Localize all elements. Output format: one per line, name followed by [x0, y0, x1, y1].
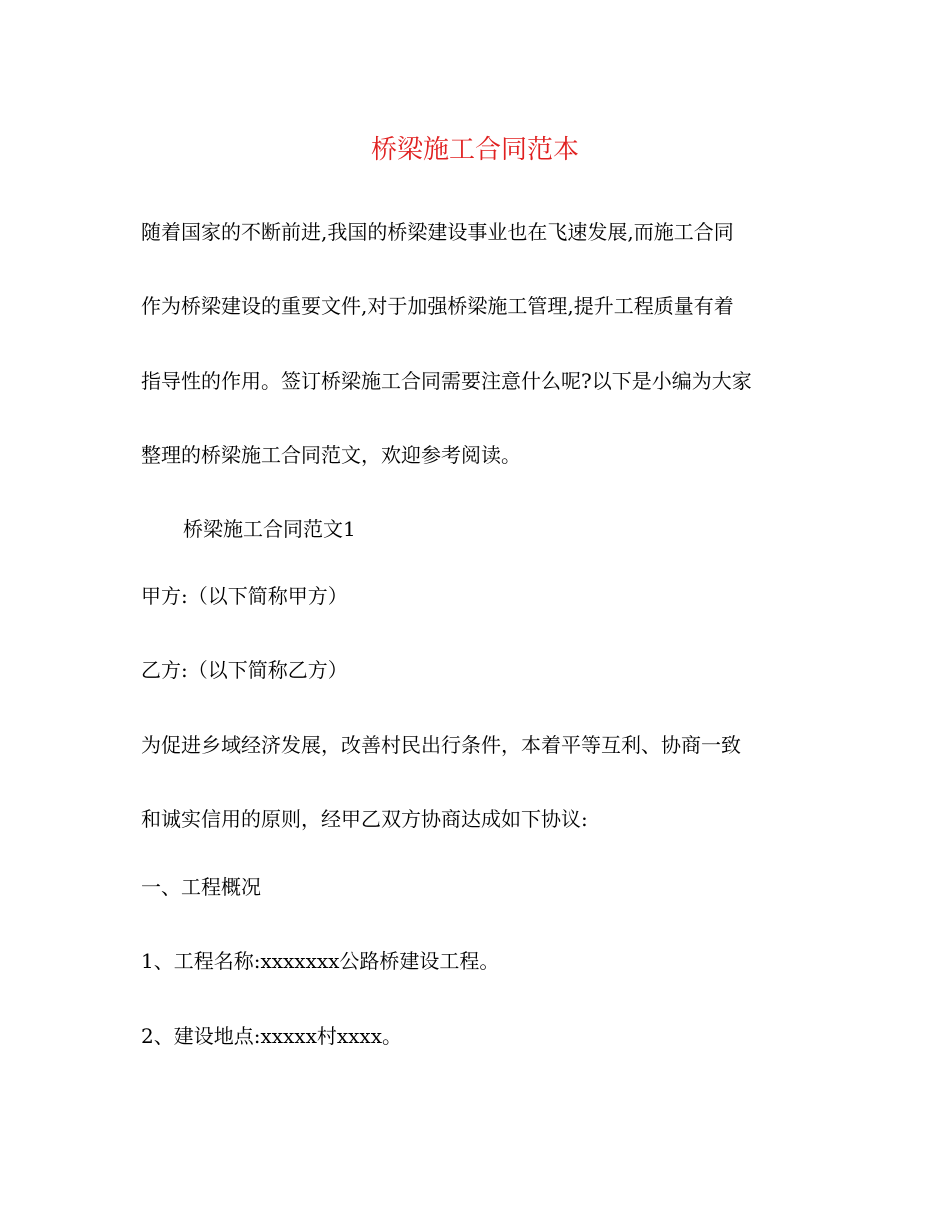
sample-heading: 桥梁施工合同范文1 [183, 517, 356, 541]
preamble-line-2: 和诚实信用的原则，经甲乙双方协商达成如下协议: [141, 807, 588, 831]
intro-line-4: 整理的桥梁施工合同范文，欢迎参考阅读。 [141, 443, 521, 467]
clause-item-1: 1、工程名称:xxxxxxx公路桥建设工程。 [141, 949, 500, 973]
intro-line-1: 随着国家的不断前进,我国的桥梁建设事业也在飞速发展,而施工合同 [141, 220, 734, 244]
party-b-line: 乙方:（以下简称乙方） [141, 658, 348, 682]
party-a-line: 甲方:（以下简称甲方） [141, 584, 348, 608]
intro-line-2: 作为桥梁建设的重要文件,对于加强桥梁施工管理,提升工程质量有着 [141, 294, 734, 318]
clause-item-2: 2、建设地点:xxxxx村xxxx。 [141, 1024, 402, 1048]
preamble-line-1: 为促进乡域经济发展，改善村民出行条件，本着平等互利、协商一致 [141, 733, 741, 757]
intro-line-3: 指导性的作用。签订桥梁施工合同需要注意什么呢?以下是小编为大家 [141, 369, 752, 393]
document-title: 桥梁施工合同范本 [370, 135, 579, 165]
section-heading-1: 一、工程概况 [141, 875, 261, 899]
